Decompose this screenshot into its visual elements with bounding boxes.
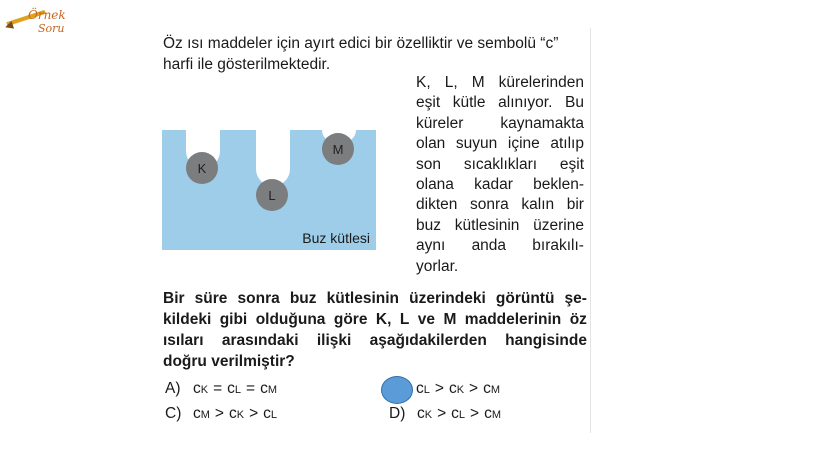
option-expression — [193, 380, 277, 398]
subscript: K — [200, 384, 209, 396]
brand-logo — [4, 6, 74, 40]
question-line: ısıları arasındaki ilişki aşağıdakilerden hangisinde — [163, 332, 587, 349]
operator: > — [434, 380, 444, 397]
question-text — [163, 288, 587, 372]
ball-m: M — [322, 133, 354, 165]
symbol-c: c — [483, 380, 491, 397]
subscript: M — [490, 384, 501, 396]
selected-answer-mark — [381, 376, 413, 404]
side-line: K, L, M kürelerinden — [416, 74, 584, 91]
symbol-c: c — [448, 380, 457, 397]
option-expression — [417, 405, 501, 423]
option-a[interactable] — [165, 380, 277, 398]
subscript: K — [424, 409, 433, 421]
ball-l: L — [256, 179, 288, 211]
subscript: K — [236, 409, 245, 421]
symbol-c: c — [193, 405, 201, 422]
ball-k: K — [186, 152, 218, 184]
intro-line: harfi ile gösterilmektedir. — [163, 56, 331, 73]
subscript: L — [423, 384, 430, 396]
side-line: dikten sonra kalın bir — [416, 196, 584, 214]
subscript: M — [491, 409, 502, 421]
question-line: Bir süre sonra buz kütlesinin üzerindeki görüntü şe- — [163, 290, 587, 307]
symbol-c: c — [260, 380, 268, 397]
side-line: olan suyun içine atılıp — [416, 135, 584, 153]
side-line: yorlar. — [416, 257, 459, 275]
side-line: küreler kaynamakta — [416, 114, 584, 132]
symbol-c: c — [417, 405, 425, 422]
option-letter: D) — [389, 405, 406, 422]
side-line: eşit kütle alınıyor. Bu — [416, 94, 584, 112]
subscript: M — [200, 409, 210, 421]
side-line: olana kadar beklen- — [416, 176, 584, 194]
option-letter: C) — [165, 405, 182, 422]
operator: > — [214, 405, 224, 422]
intro-paragraph — [163, 33, 593, 75]
side-paragraph — [416, 73, 584, 277]
option-c[interactable] — [165, 405, 277, 423]
question-line: kildeki gibi olduğuna göre K, L ve M maddelerinin öz — [163, 311, 587, 328]
hole-l — [256, 130, 290, 186]
symbol-c: c — [451, 405, 459, 422]
subscript: K — [456, 384, 465, 396]
operator: = — [213, 380, 223, 397]
side-line: son sıcaklıkları eşit — [416, 155, 584, 173]
option-expression — [416, 380, 500, 398]
subscript: L — [270, 409, 278, 421]
operator: > — [249, 405, 259, 422]
option-d[interactable] — [389, 405, 501, 423]
option-b[interactable] — [416, 380, 500, 398]
side-line: aynı anda bırakılı- — [416, 237, 584, 255]
operator: > — [437, 405, 447, 422]
symbol-c: c — [416, 380, 424, 397]
subscript: M — [267, 384, 278, 396]
page-divider — [590, 28, 591, 433]
symbol-c: c — [193, 380, 201, 397]
option-expression — [193, 405, 277, 423]
operator: = — [246, 380, 256, 397]
ice-block-figure — [162, 130, 376, 250]
operator: > — [469, 380, 479, 397]
subscript: L — [458, 409, 466, 421]
logo-subtext: Soru — [38, 22, 65, 35]
ice-label: Buz kütlesi — [302, 230, 370, 246]
side-line: buz kütlesinin üzerine — [416, 216, 584, 234]
symbol-c: c — [227, 380, 235, 397]
option-letter: A) — [165, 380, 181, 397]
symbol-c: c — [484, 405, 492, 422]
question-line: doğru verilmiştir? — [163, 353, 295, 370]
subscript: L — [234, 384, 242, 396]
operator: > — [470, 405, 480, 422]
symbol-c: c — [228, 405, 237, 422]
logo-text: Örnek — [28, 8, 66, 22]
intro-line: Öz ısı maddeler için ayırt edici bir özelliktir ve sembolü “c” — [163, 35, 559, 52]
symbol-c: c — [263, 405, 271, 422]
